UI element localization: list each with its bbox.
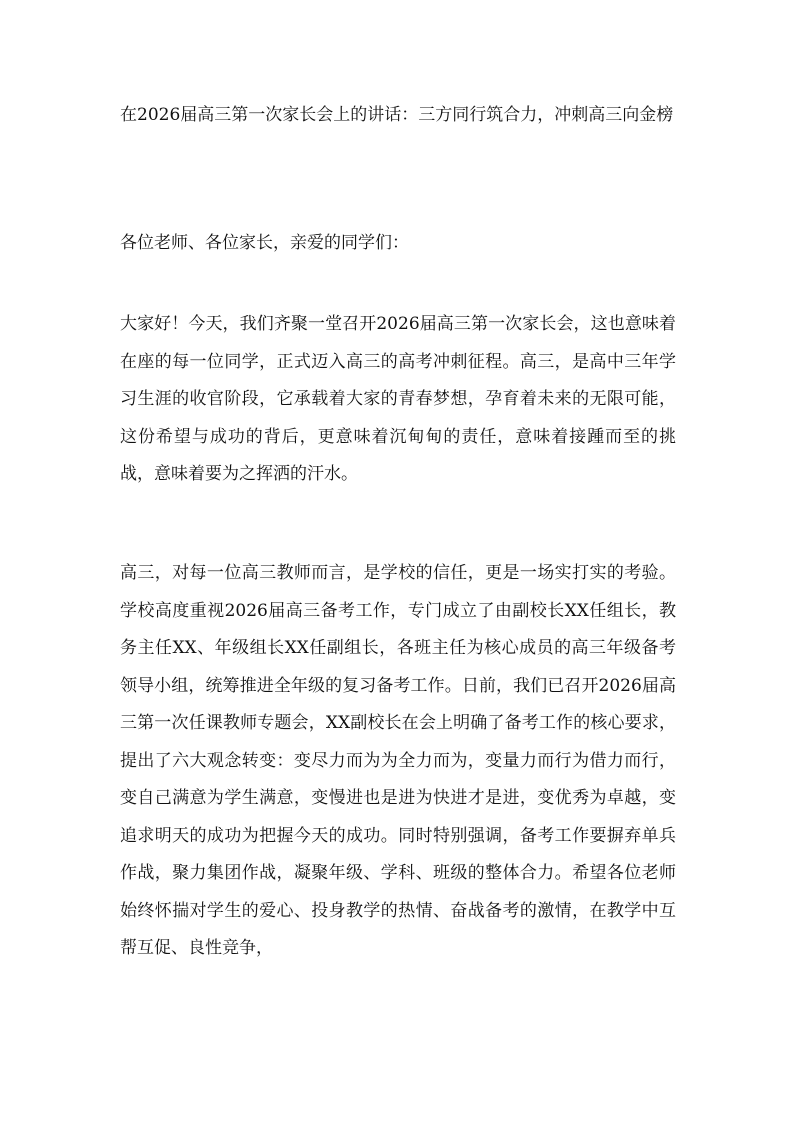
- paragraph-opening: 大家好！今天，我们齐聚一堂召开2026届高三第一次家长会，这也意味着在座的每一位同学，正式迈入高三的高考冲刺征程。高三，是高中三年学习生涯的收官阶段，它承载着大家的青春梦想，孕育着未来的无限可能，这份希望与成功的背后，更意味着沉甸甸的责任，意味着接踵而至的挑战，意味着要为之挥洒的汗水。: [120, 314, 676, 484]
- document-title: 在2026届高三第一次家长会上的讲话：三方同行筑合力，冲刺高三向金榜: [120, 105, 674, 125]
- salutation: 各位老师、各位家长，亲爱的同学们：: [120, 233, 409, 253]
- paragraph-teachers: 高三，对每一位高三教师而言，是学校的信任，更是一场实打实的考验。学校高度重视2026届高三备考工作，专门成立了由副校长XX任组长，教务主任XX、年级组长XX任副组长，各班主任为核心成员的高三年级备考领导小组，统筹推进全年级的复习备考工作。日前，我们已召开2026届高三第一次任课教师专题会，XX副校长在会上明确了备考工作的核心要求，提出了六大观念转变：变尽力而为为全力而为，变量力而行为借力而行，变自己满意为学生满意，变慢进也是进为快进才是进，变优秀为卓越，变追求明天的成功为把握今天的成功。同时特别强调，备考工作要摒弃单兵作战，聚力集团作战，凝聚年级、学科、班级的整体合力。希望各位老师始终怀揣对学生的爱心、投身教学的热情、奋战备考的激情，在教学中互帮互促、良性竞争，: [120, 563, 676, 958]
